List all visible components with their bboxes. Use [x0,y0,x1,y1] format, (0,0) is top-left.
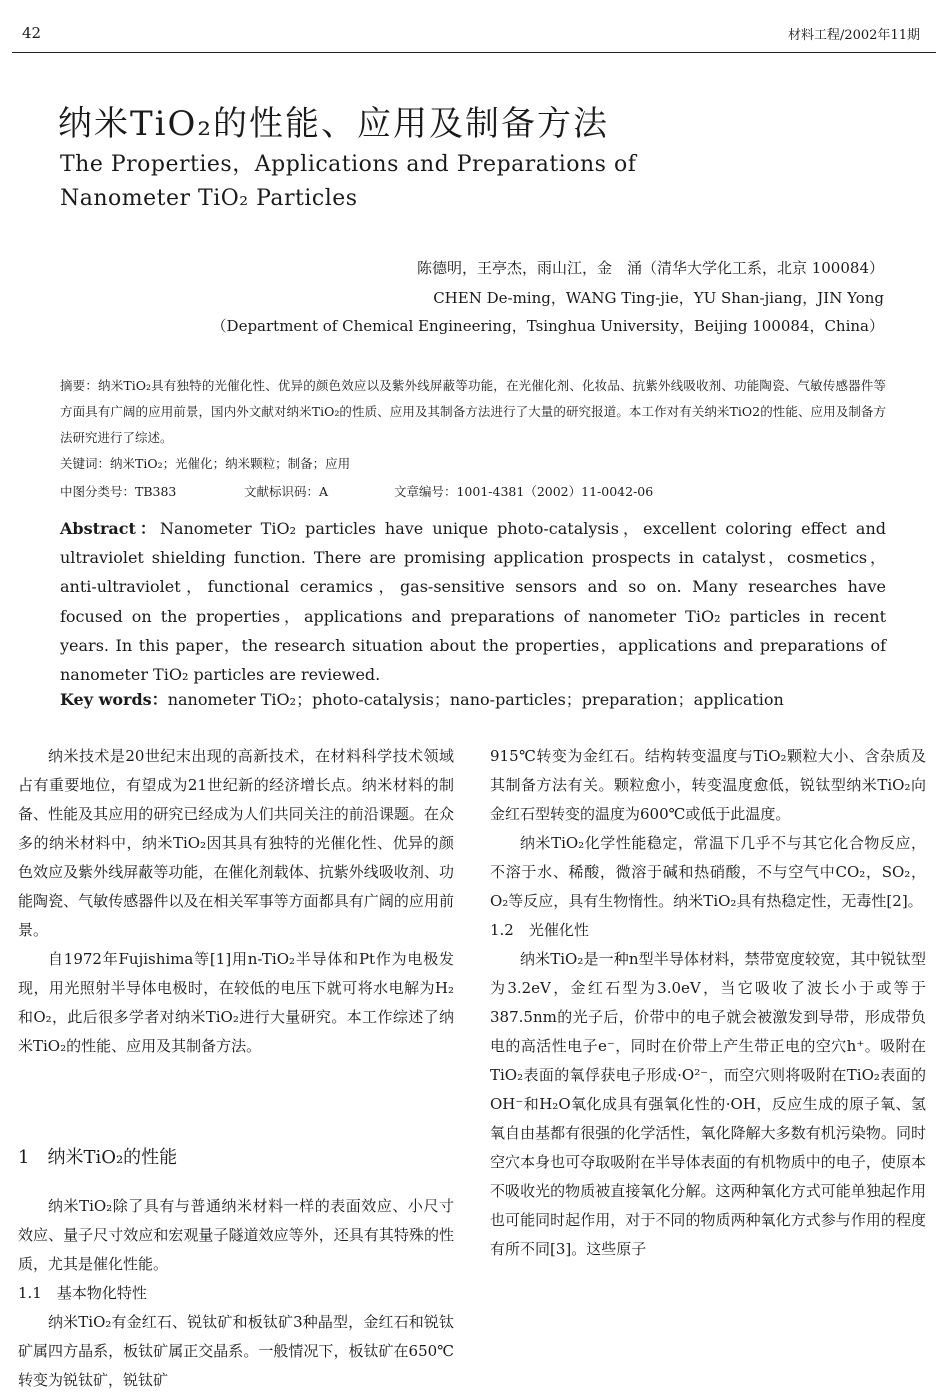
title-english-line2: Nanometer TiO₂ Particles [60,186,358,211]
affiliation: （Department of Chemical Engineering，Tsinghua University，Beijing 100084，China） [211,317,884,335]
document-code: 文献标识码：A [243,484,329,499]
subsection-heading: 1.1 基本物化特性 [18,1284,147,1302]
article-number: 文章编号：1001-4381（2002）11-0042-06 [393,484,654,499]
journal-name: 材料工程/2002年11期 [787,28,920,43]
header-rule [12,52,936,53]
abstract-label: Abstract： [60,519,160,538]
authors-english: CHEN De-ming，WANG Ting-jie，YU Shan-jiang，JIN Yong [433,289,884,307]
keywords-label: Key words： [60,690,168,709]
classification-line [60,479,653,505]
paragraph: 纳米TiO₂化学性能稳定，常温下几乎不与其它化合物反应，不溶于水、稀酸，微溶于碱和热硝酸，不与空气中CO₂，SO₂，O₂等反应，具有生物惰性。纳米TiO₂具有热稳定性，无毒性[2]。 [490,834,926,910]
body-right-column [490,742,926,1264]
section-heading: 1 纳米TiO₂的性能 [18,1147,178,1168]
page-number: 42 [22,24,42,42]
paragraph: 自1972年Fujishima等[1]用n-TiO₂半导体和Pt作为电极发现，用光照射半导体电极时，在较低的电压下就可将水电解为H₂和O₂，此后很多学者对纳米TiO₂进行大量研究。本工作综述了纳米TiO₂的性能、应用及其制备方法。 [18,950,454,1055]
title-english-line1: The Properties，Applications and Preparations of [60,152,637,177]
paragraph: 915℃转变为金红石。结构转变温度与TiO₂颗粒大小、含杂质及其制备方法有关。颗粒愈小，转变温度愈低，锐钛型纳米TiO₂向金红石型转变的温度为600℃或低于此温度。 [490,747,926,823]
paragraph: 纳米技术是20世纪末出现的高新技术，在材料科学技术领域占有重要地位，有望成为21世纪新的经济增长点。纳米材料的制备、性能及其应用的研究已经成为人们共同关注的前沿课题。在众多的纳米材料中，纳米TiO₂因其具有独特的光催化性、优异的颜色效应及紫外线屏蔽等功能，在催化剂载体、抗紫外线吸收剂、功能陶瓷、气敏传感器件以及在相关军事等方面都具有广阔的应用前景。 [18,747,454,939]
title-chinese: 纳米TiO₂的性能、应用及制备方法 [58,104,610,144]
abstract-chinese: 摘要：纳米TiO₂具有独特的光催化性、优异的颜色效应以及紫外线屏蔽等功能，在光催化剂、化妆品、抗紫外线吸收剂、功能陶瓷、气敏传感器件等方面具有广阔的应用前景，国内外文献对纳米TiO₂的性质、应用及其制备方法进行了大量的研究报道。本工作对有关纳米TiO2的性能、应用及制备方法研究进行了综述。 [60,378,886,445]
paragraph: 纳米TiO₂是一种n型半导体材料，禁带宽度较宽，其中锐钛型为3.2eV，金红石型为3.0eV，当它吸收了波长小于或等于387.5nm的光子后，价带中的电子就会被激发到导带，形成带负电的高活性电子e⁻，同时在价带上产生带正电的空穴h⁺。吸附在TiO₂表面的氧俘获电子形成·O²⁻，而空穴则将吸附在TiO₂表面的OH⁻和H₂O氧化成具有强氧化性的·OH，反应生成的原子氧、氢氧自由基都有很强的化学活性，氧化降解大多数有机污染物。同时空穴本身也可夺取吸附在半导体表面的有机物质中的电子，使原本不吸收光的物质被直接氧化分解。这两种氧化方式可能单独起作用也可能同时起作用，对于不同的物质两种氧化方式参与作用的程度有所不同[3]。这些原子 [490,950,926,1258]
keywords-chinese: 关键词：纳米TiO₂；光催化；纳米颗粒；制备；应用 [60,456,351,471]
paragraph: 纳米TiO₂除了具有与普通纳米材料一样的表面效应、小尺寸效应、量子尺寸效应和宏观量子隧道效应等外，还具有其特殊的性质，尤其是催化性能。 [18,1197,454,1273]
title-english [60,148,636,216]
paragraph: 纳米TiO₂有金红石、锐钛矿和板钛矿3种晶型，金红石和锐钛矿属四方晶系，板钛矿属正交晶系。一般情况下，板钛矿在650℃转变为锐钛矿，锐钛矿 [18,1313,454,1389]
abstract-text: Nanometer TiO₂ particles have unique photo-catalysis，excellent coloring effect and ultraviolet shielding function. There are promising application prospects in catalyst，cosmetics，anti-ultraviolet，functional ceramics，gas-sensitive sensors and so on. Many researches have focused on the properties，applications and preparations of nanometer TiO₂ particles in recent years. In this paper，the research situation about the properties，applications and preparations of nanometer TiO₂ particles are reviewed. [60,519,887,685]
subsection-heading: 1.2 光催化性 [490,921,589,939]
authors-chinese: 陈德明，王亭杰，雨山江，金 涌（清华大学化工系，北京 100084） [416,259,884,277]
body-left-column [18,742,454,1061]
clc-number: 中图分类号：TB383 [60,484,177,499]
keywords-english [60,687,784,710]
keywords-text: nanometer TiO₂；photo-catalysis；nano-particles；preparation；application [167,690,784,709]
abstract-english [60,514,886,689]
body-left-column-lower [18,1192,454,1395]
